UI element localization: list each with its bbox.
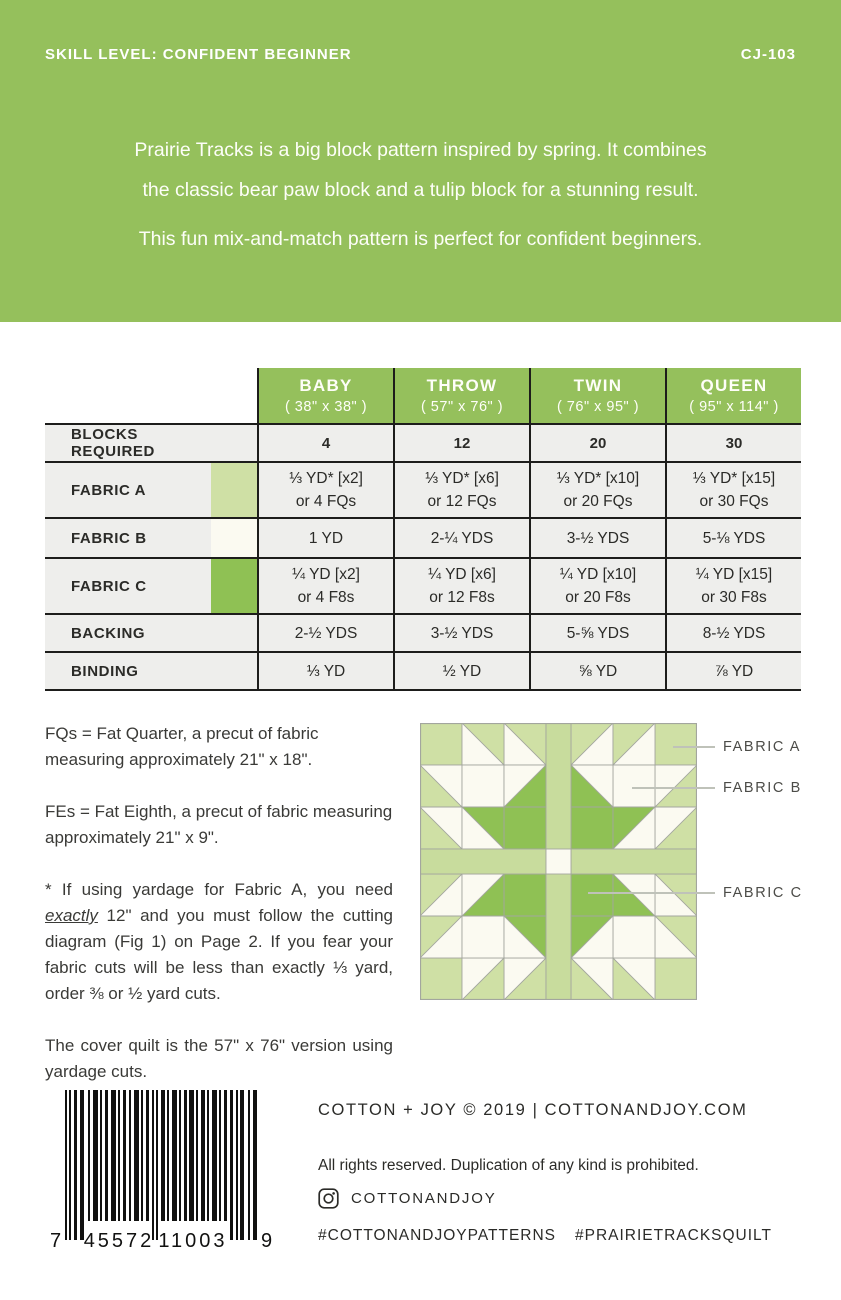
cell-line: ⅓ YD* [x2]: [289, 470, 363, 487]
table-cell: ⅝ YD: [529, 651, 665, 691]
column-size: ( 38" x 38" ): [284, 399, 368, 415]
note-cover-quilt: The cover quilt is the 57" x 76" version using yardage cuts.: [45, 1036, 393, 1081]
table-cell: [529, 557, 665, 613]
quilt-block-diagram: [420, 723, 820, 1003]
intro-paragraph: [0, 130, 841, 259]
table-cell: [257, 461, 393, 517]
skill-level-text: SKILL LEVEL: CONFIDENT BEGINNER: [45, 46, 352, 63]
pointer-line-fabric-a: [673, 746, 715, 748]
row-label-blocks-required: BLOCKS REQUIRED: [45, 423, 211, 461]
note-yardage-warning: [45, 877, 393, 1007]
note-fat-quarter: FQs = Fat Quarter, a precut of fabric measuring approximately 21" x 18".: [45, 724, 319, 769]
table-cell: ⅓ YD: [257, 651, 393, 691]
swatch-none: [211, 613, 257, 651]
note-fat-eighth: FEs = Fat Eighth, a precut of fabric measuring approximately 21" x 9".: [45, 802, 393, 847]
table-cell: 5-⅝ YDS: [529, 613, 665, 651]
cell-line: ⅓ YD* [x15]: [692, 470, 776, 487]
table-cell: [665, 461, 801, 517]
column-header-baby: [257, 368, 393, 423]
rights-line: All rights reserved. Duplication of any kind is prohibited.: [318, 1157, 699, 1174]
swatch-none: [211, 423, 257, 461]
header-spacer: [45, 368, 211, 423]
table-cell: 30: [665, 423, 801, 461]
cell-line: ¼ YD [x10]: [559, 566, 637, 583]
yardage-table: [45, 368, 801, 691]
table-cell: 3-½ YDS: [529, 517, 665, 557]
table-cell: ½ YD: [393, 651, 529, 691]
column-header-twin: [529, 368, 665, 423]
instagram-icon: [318, 1188, 339, 1209]
upc-barcode: [48, 1090, 273, 1252]
swatch-fabric-c: [211, 557, 257, 613]
cell-line: ¼ YD [x2]: [292, 566, 360, 583]
cell-line: or 20 F8s: [565, 589, 631, 606]
table-cell: [529, 461, 665, 517]
column-name: BABY: [299, 376, 353, 395]
hashtags-row: [318, 1227, 801, 1245]
hashtag-quilt: #PRAIRIETRACKSQUILT: [575, 1227, 773, 1244]
note-text: * If using yardage for Fabric A, you need: [45, 880, 393, 899]
barcode-digit-trail: 9: [261, 1230, 273, 1252]
pointer-line-fabric-c: [588, 892, 715, 894]
barcode-digits-group1: 45572: [83, 1230, 155, 1252]
column-size: ( 76" x 95" ): [556, 399, 640, 415]
table-cell: [393, 461, 529, 517]
header-spacer-swatch: [211, 368, 257, 423]
table-cell: 2-¼ YDS: [393, 517, 529, 557]
table-cell: [393, 557, 529, 613]
table-cell: 4: [257, 423, 393, 461]
pointer-line-fabric-b: [632, 787, 715, 789]
note-emphasis: exactly: [45, 906, 98, 925]
fabric-b-label: FABRIC B: [723, 780, 802, 796]
table-cell: 8-½ YDS: [665, 613, 801, 651]
cell-line: or 30 FQs: [699, 493, 769, 510]
cell-line: or 12 F8s: [429, 589, 495, 606]
column-header-queen: [665, 368, 801, 423]
table-cell: 20: [529, 423, 665, 461]
intro-line-3: This fun mix-and-match pattern is perfect for confident beginners.: [138, 228, 703, 250]
fabric-c-label: FABRIC C: [723, 885, 803, 901]
column-size: ( 95" x 114" ): [689, 399, 779, 415]
row-label-binding: BINDING: [45, 651, 211, 691]
pattern-code: CJ-103: [740, 46, 796, 63]
cell-line: or 4 FQs: [295, 493, 357, 510]
cell-line: ⅓ YD* [x6]: [425, 470, 499, 487]
column-size: ( 57" x 76" ): [420, 399, 504, 415]
table-cell: 5-⅛ YDS: [665, 517, 801, 557]
row-label-fabric-a: FABRIC A: [45, 461, 211, 517]
notes-section: [45, 721, 393, 1111]
note-text: 12" and you must follow the cutting diagram (Fig 1) on Page 2. If you fear your fabric cuts will be less than exactly ⅓ yard, order ⅜ or ½ yard cuts.: [45, 906, 393, 1003]
swatch-fabric-b: [211, 517, 257, 557]
table-cell: ⅞ YD: [665, 651, 801, 691]
barcode-digits-group2: 11003: [158, 1230, 228, 1252]
table-cell: [665, 557, 801, 613]
quilt-block-graphic: [420, 723, 697, 1000]
banner: [0, 0, 841, 322]
fabric-a-label: FABRIC A: [723, 739, 802, 755]
column-header-throw: [393, 368, 529, 423]
table-cell: 12: [393, 423, 529, 461]
intro-line-1: Prairie Tracks is a big block pattern inspired by spring. It combines: [134, 139, 707, 161]
cell-line: ⅓ YD* [x10]: [556, 470, 640, 487]
hashtag-patterns: #COTTONANDJOYPATTERNS: [318, 1227, 557, 1244]
column-name: THROW: [426, 376, 498, 395]
cell-line: or 30 F8s: [701, 589, 767, 606]
copyright-line: COTTON + JOY © 2019 | COTTONANDJOY.COM: [318, 1101, 748, 1119]
swatch-none: [211, 651, 257, 691]
cell-line: or 4 F8s: [297, 589, 355, 606]
intro-line-2: the classic bear paw block and a tulip block for a stunning result.: [142, 179, 699, 201]
row-label-fabric-c: FABRIC C: [45, 557, 211, 613]
cell-line: or 20 FQs: [563, 493, 633, 510]
row-label-backing: BACKING: [45, 613, 211, 651]
table-cell: [257, 557, 393, 613]
cell-line: ¼ YD [x15]: [695, 566, 773, 583]
row-label-fabric-b: FABRIC B: [45, 517, 211, 557]
table-cell: 1 YD: [257, 517, 393, 557]
table-cell: 3-½ YDS: [393, 613, 529, 651]
instagram-row: [318, 1188, 497, 1209]
column-name: QUEEN: [700, 376, 768, 395]
cell-line: or 12 FQs: [427, 493, 497, 510]
instagram-handle: COTTONANDJOY: [351, 1190, 497, 1207]
table-cell: 2-½ YDS: [257, 613, 393, 651]
column-name: TWIN: [573, 376, 623, 395]
barcode-digit-lead: 7: [50, 1230, 62, 1252]
cell-line: ¼ YD [x6]: [428, 566, 496, 583]
swatch-fabric-a: [211, 461, 257, 517]
